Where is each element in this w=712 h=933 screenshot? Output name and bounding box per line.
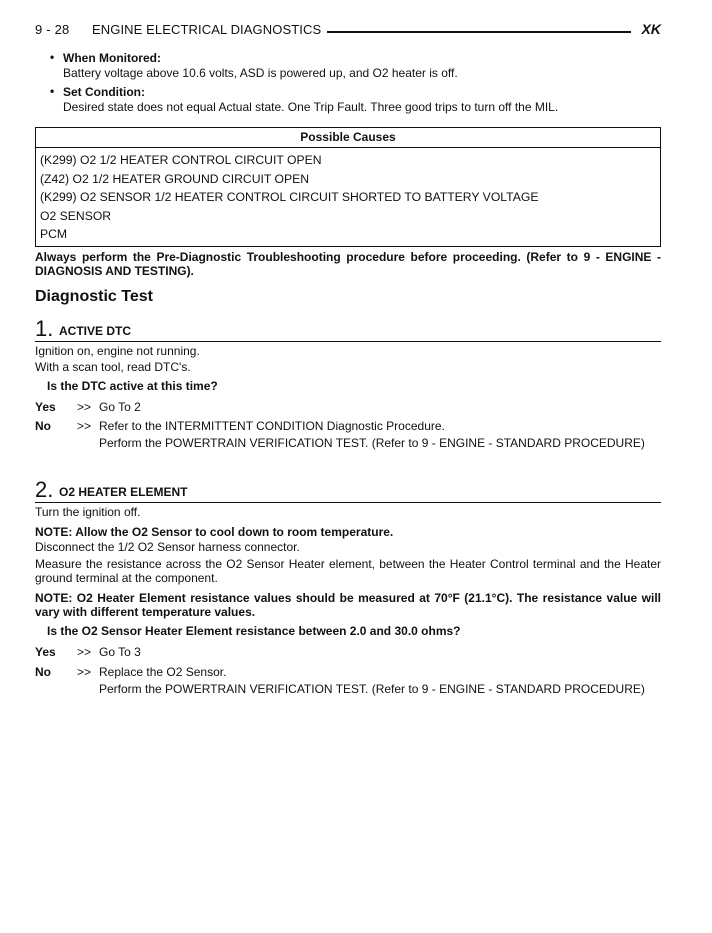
page-header [35, 22, 661, 40]
step-heading [35, 317, 661, 342]
instruction-line: With a scan tool, read DTC's. [35, 359, 191, 374]
step-note: NOTE: O2 Heater Element resistance values should be measured at 70°F (21.1°C). The resistance value will vary with different temperature values. [35, 591, 661, 619]
page-title: ENGINE ELECTRICAL DIAGNOSTICS [92, 22, 327, 37]
step-number: 1. [35, 316, 54, 341]
step-heading [35, 478, 661, 503]
instruction-line: Turn the ignition off. [35, 505, 141, 519]
answer-arrow: >> [77, 645, 92, 659]
answer-arrow: >> [77, 665, 92, 679]
answer-label: No [35, 419, 51, 433]
answer-yes [35, 398, 661, 416]
step-o2-heater-element [35, 478, 661, 697]
condition-when-monitored [35, 50, 661, 81]
instruction-line: Ignition on, engine not running. [35, 344, 200, 358]
cause-item: (K299) O2 1/2 HEATER CONTROL CIRCUIT OPEN [40, 153, 322, 167]
bullet-icon: • [50, 84, 55, 98]
step-active-dtc [35, 317, 661, 451]
condition-label: Set Condition: [63, 85, 145, 99]
step-number: 2. [35, 477, 54, 502]
cause-item: (Z42) O2 1/2 HEATER GROUND CIRCUIT OPEN [40, 171, 310, 186]
possible-causes-table [35, 127, 661, 247]
step-title: ACTIVE DTC [59, 324, 131, 338]
step-title: O2 HEATER ELEMENT [59, 485, 188, 499]
cause-item: (K299) O2 SENSOR 1/2 HEATER CONTROL CIRCUIT SHORTED TO BATTERY VOLTAGE [40, 190, 539, 205]
condition-text: Battery voltage above 10.6 volts, ASD is powered up, and O2 heater is off. [63, 66, 458, 80]
answer-arrow: >> [77, 400, 92, 414]
step-question: Is the DTC active at this time? [47, 379, 218, 393]
condition-label: When Monitored: [63, 51, 161, 65]
cause-item: PCM [40, 227, 68, 242]
answer-no [35, 663, 661, 681]
answer-action: Refer to the INTERMITTENT CONDITION Diagnostic Procedure. [99, 419, 445, 433]
answer-action: Go To 3 [99, 645, 141, 659]
answer-followup: Perform the POWERTRAIN VERIFICATION TEST. (Refer to 9 - ENGINE - STANDARD PROCEDURE) [99, 436, 645, 450]
answer-followup: Perform the POWERTRAIN VERIFICATION TEST. (Refer to 9 - ENGINE - STANDARD PROCEDURE) [99, 682, 645, 696]
cause-item: O2 SENSOR [40, 208, 112, 223]
diagnostic-test-heading: Diagnostic Test [35, 288, 153, 305]
pre-diagnostic-note: Always perform the Pre-Diagnostic Troubleshooting procedure before proceeding. (Refer to 9 - ENGINE - DIAGNOSIS AND TESTING). [35, 250, 661, 278]
bullet-icon: • [50, 50, 55, 64]
answer-action: Replace the O2 Sensor. [99, 665, 227, 679]
possible-causes-title: Possible Causes [36, 128, 660, 148]
vehicle-code: XK [641, 21, 661, 37]
header-rule [305, 31, 631, 33]
page-number: 9 - 28 [35, 22, 70, 37]
step-note: NOTE: Allow the O2 Sensor to cool down to room temperature. [35, 524, 394, 539]
step-question: Is the O2 Sensor Heater Element resistance between 2.0 and 30.0 ohms? [47, 624, 461, 638]
condition-set-condition [35, 84, 661, 115]
answer-no [35, 417, 661, 435]
answer-action: Go To 2 [99, 400, 141, 414]
instruction-line: Disconnect the 1/2 O2 Sensor harness connector. [35, 539, 300, 554]
answer-label: Yes [35, 645, 56, 659]
answer-arrow: >> [77, 419, 92, 433]
condition-list [35, 50, 661, 118]
instruction-line: Measure the resistance across the O2 Sensor Heater element, between the Heater Control terminal and the Heater ground terminal at the component. [35, 557, 661, 585]
answer-label: No [35, 665, 51, 679]
answer-label: Yes [35, 400, 56, 414]
condition-text: Desired state does not equal Actual state. One Trip Fault. Three good trips to turn off the MIL. [63, 100, 559, 114]
answer-yes [35, 643, 661, 661]
